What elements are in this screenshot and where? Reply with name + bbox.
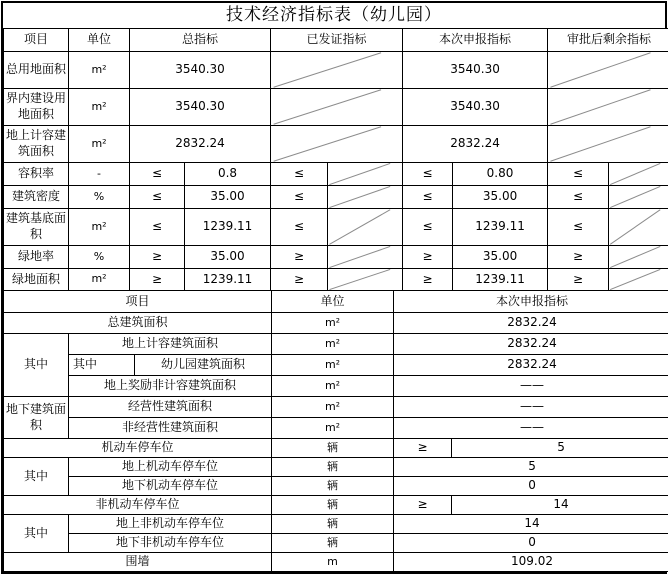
diagonal-line-icon <box>609 246 668 268</box>
diagonal-cell <box>328 163 403 186</box>
unit-cell: m² <box>272 397 394 418</box>
header-item: 项目 <box>4 291 272 313</box>
operator-cell: ≥ <box>403 269 453 291</box>
value-cell: 1239.11 <box>453 209 548 246</box>
table-row <box>4 313 668 334</box>
value-cell: —— <box>394 397 668 418</box>
unit-cell: m² <box>272 376 394 397</box>
value-cell: 1239.11 <box>453 269 548 291</box>
diagonal-line-icon <box>328 209 402 245</box>
unit-cell: m² <box>69 209 130 246</box>
value-cell: 0 <box>394 477 668 496</box>
row-label: 机动车停车位 <box>4 439 272 458</box>
diagonal-cell <box>328 246 403 269</box>
table-title: 技术经济指标表（幼儿园） <box>3 3 665 29</box>
unit-cell: m² <box>272 313 394 334</box>
diagonal-line-icon <box>328 246 402 268</box>
value-cell: 3540.30 <box>403 52 548 89</box>
diagonal-cell <box>271 126 403 163</box>
diagonal-cell <box>328 209 403 246</box>
operator-cell: ≤ <box>130 186 185 209</box>
operator-cell: ≤ <box>548 186 609 209</box>
operator-cell: ≥ <box>130 269 185 291</box>
value-cell: 3540.30 <box>130 52 271 89</box>
operator-cell: ≤ <box>271 209 328 246</box>
value-cell: —— <box>394 418 668 439</box>
diagonal-cell <box>548 126 668 163</box>
row-label: 地上机动车停车位 <box>69 458 272 477</box>
table-row <box>4 496 668 515</box>
table-row <box>4 186 668 209</box>
unit-cell: 辆 <box>272 477 394 496</box>
diagonal-line-icon <box>609 269 668 290</box>
diagonal-line-icon <box>271 52 402 88</box>
unit-cell: 辆 <box>272 515 394 534</box>
unit-cell: 辆 <box>272 458 394 477</box>
operator-cell: ≥ <box>394 439 452 458</box>
value-cell: —— <box>394 376 668 397</box>
group-label: 其中 <box>4 515 69 553</box>
value-cell: 2832.24 <box>403 126 548 163</box>
unit-cell: m² <box>272 355 394 376</box>
unit-cell: 辆 <box>272 496 394 515</box>
diagonal-line-icon <box>548 89 668 125</box>
unit-cell: % <box>69 246 130 269</box>
table-row <box>4 246 668 269</box>
unit-cell: 辆 <box>272 439 394 458</box>
diagonal-cell <box>609 209 668 246</box>
table-row <box>4 553 668 572</box>
value-cell: 5 <box>394 458 668 477</box>
value-cell: 109.02 <box>394 553 668 572</box>
row-label: 非经营性建筑面积 <box>69 418 272 439</box>
row-label: 地下机动车停车位 <box>69 477 272 496</box>
diagonal-cell <box>328 186 403 209</box>
unit-cell: m² <box>69 52 130 89</box>
diagonal-cell <box>271 89 403 126</box>
row-label: 经营性建筑面积 <box>69 397 272 418</box>
operator-cell: ≤ <box>271 163 328 186</box>
operator-cell: ≤ <box>548 209 609 246</box>
operator-cell: ≥ <box>548 269 609 291</box>
diagonal-line-icon <box>548 52 668 88</box>
value-cell: 2832.24 <box>394 355 668 376</box>
operator-cell: ≥ <box>403 246 453 269</box>
operator-cell: ≤ <box>130 209 185 246</box>
row-label: 界内建设用地面积 <box>4 89 69 126</box>
header-unit: 单位 <box>272 291 394 313</box>
value-cell: 35.00 <box>185 246 271 269</box>
table-row <box>4 163 668 186</box>
diagonal-cell <box>609 246 668 269</box>
row-label: 地上非机动车停车位 <box>69 515 272 534</box>
value-cell: 2832.24 <box>394 313 668 334</box>
operator-cell: ≥ <box>394 496 452 515</box>
diagonal-line-icon <box>609 163 668 185</box>
unit-cell: % <box>69 186 130 209</box>
header-unit: 单位 <box>69 29 130 52</box>
table-row <box>4 126 668 163</box>
operator-cell: ≥ <box>548 246 609 269</box>
unit-cell: 辆 <box>272 534 394 553</box>
diagonal-line-icon <box>609 186 668 208</box>
table-row <box>4 458 668 477</box>
header-current: 本次申报指标 <box>403 29 548 52</box>
value-cell: 1239.11 <box>185 209 271 246</box>
operator-cell: ≤ <box>403 186 453 209</box>
row-label: 建筑基底面积 <box>4 209 69 246</box>
operator-cell: ≥ <box>271 246 328 269</box>
row-label: 围墙 <box>4 553 272 572</box>
unit-cell: m² <box>69 269 130 291</box>
header-current: 本次申报指标 <box>394 291 668 313</box>
value-cell: 14 <box>394 515 668 534</box>
value-cell: 1239.11 <box>185 269 271 291</box>
row-label: 地上计容建筑面积 <box>4 126 69 163</box>
diagonal-line-icon <box>328 163 402 185</box>
value-cell: 35.00 <box>185 186 271 209</box>
row-label: 幼儿园建筑面积 <box>135 355 272 376</box>
diagonal-line-icon <box>271 89 402 125</box>
diagonal-cell <box>548 52 668 89</box>
diagonal-line-icon <box>548 126 668 162</box>
unit-cell: m² <box>69 126 130 163</box>
table-row <box>4 209 668 246</box>
value-cell: 0 <box>394 534 668 553</box>
section-parking <box>3 438 668 572</box>
operator-cell: ≥ <box>130 246 185 269</box>
table-row <box>4 334 668 355</box>
row-label: 绿地率 <box>4 246 69 269</box>
value-cell: 35.00 <box>453 186 548 209</box>
row-label: 总建筑面积 <box>4 313 272 334</box>
value-cell: 5 <box>452 439 668 458</box>
value-cell: 3540.30 <box>130 89 271 126</box>
operator-cell: ≤ <box>403 209 453 246</box>
operator-cell: ≤ <box>548 163 609 186</box>
table-row <box>4 477 668 496</box>
row-label: 建筑密度 <box>4 186 69 209</box>
header-issued: 已发证指标 <box>271 29 403 52</box>
operator-cell: ≤ <box>271 186 328 209</box>
operator-cell: ≤ <box>130 163 185 186</box>
diagonal-line-icon <box>271 126 402 162</box>
unit-cell: m² <box>272 418 394 439</box>
unit-cell: m² <box>69 89 130 126</box>
table-row <box>4 515 668 534</box>
header-total: 总指标 <box>130 29 271 52</box>
row-label: 容积率 <box>4 163 69 186</box>
unit-cell: m² <box>272 334 394 355</box>
diagonal-cell <box>609 269 668 291</box>
value-cell: 0.8 <box>185 163 271 186</box>
diagonal-cell <box>609 186 668 209</box>
row-label: 总用地面积 <box>4 52 69 89</box>
diagonal-cell <box>609 163 668 186</box>
row-label: 非机动车停车位 <box>4 496 272 515</box>
table-row <box>4 52 668 89</box>
value-cell: 3540.30 <box>403 89 548 126</box>
header-item: 项目 <box>4 29 69 52</box>
group-label: 其中 <box>4 458 69 496</box>
diagonal-cell <box>271 52 403 89</box>
section-building-area <box>3 290 668 439</box>
table-row <box>4 534 668 553</box>
table-row <box>4 418 668 439</box>
header-remain: 审批后剩余指标 <box>548 29 668 52</box>
value-cell: 2832.24 <box>130 126 271 163</box>
sub-group-label: 其中 <box>69 355 135 376</box>
table-row <box>4 89 668 126</box>
operator-cell: ≤ <box>403 163 453 186</box>
value-cell: 2832.24 <box>394 334 668 355</box>
table-row <box>4 355 668 376</box>
operator-cell: ≥ <box>271 269 328 291</box>
table-row <box>4 397 668 418</box>
value-cell: 14 <box>452 496 668 515</box>
diagonal-line-icon <box>328 269 402 290</box>
diagonal-line-icon <box>609 209 668 245</box>
diagonal-cell <box>328 269 403 291</box>
value-cell: 0.80 <box>453 163 548 186</box>
table-row <box>4 376 668 397</box>
table-row <box>4 269 668 291</box>
group-label: 地下建筑面积 <box>4 397 69 439</box>
group-label: 其中 <box>4 334 69 397</box>
row-label: 地上计容建筑面积 <box>69 334 272 355</box>
unit-cell: m <box>272 553 394 572</box>
unit-cell: - <box>69 163 130 186</box>
value-cell: 35.00 <box>453 246 548 269</box>
table-row <box>4 439 668 458</box>
row-label: 地下非机动车停车位 <box>69 534 272 553</box>
diagonal-cell <box>548 89 668 126</box>
diagonal-line-icon <box>328 186 402 208</box>
section-main-indicators <box>3 28 668 291</box>
indicator-table <box>1 1 667 574</box>
row-label: 绿地面积 <box>4 269 69 291</box>
row-label: 地上奖励非计容建筑面积 <box>69 376 272 397</box>
